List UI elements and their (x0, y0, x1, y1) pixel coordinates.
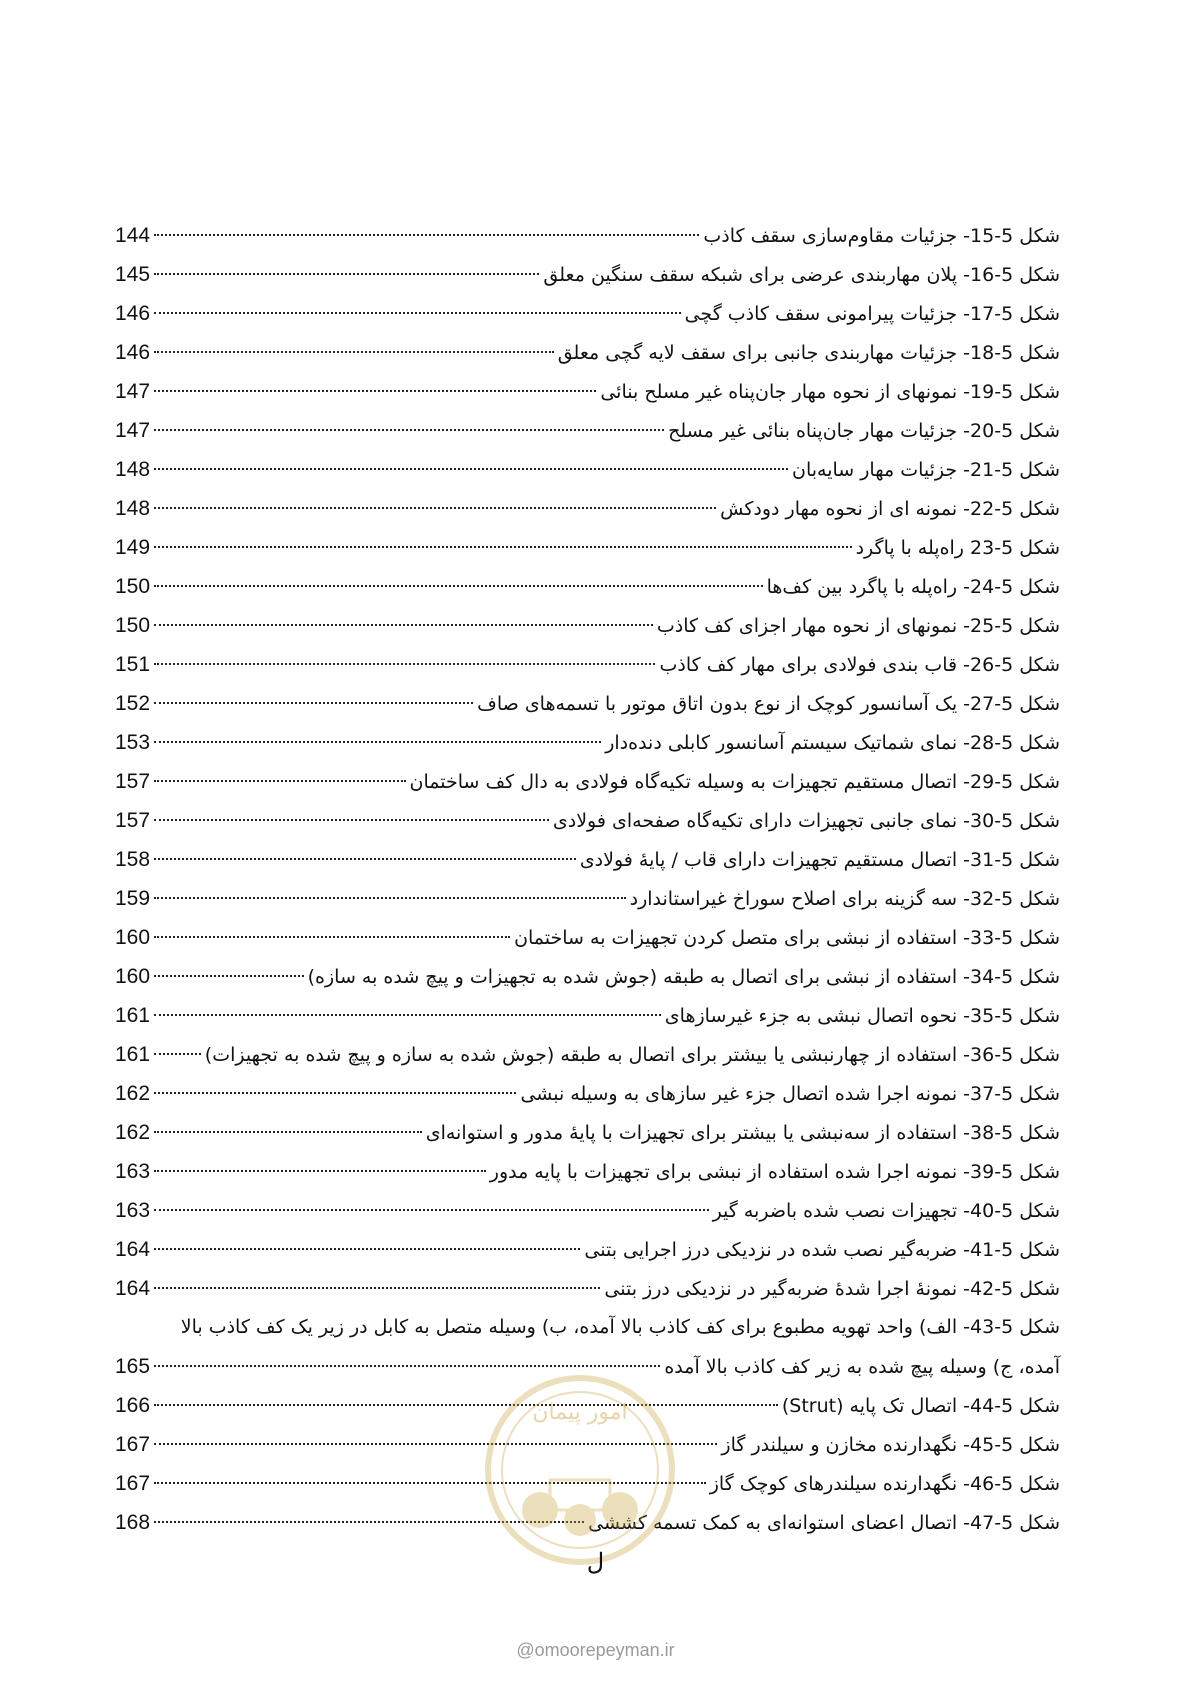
toc-entry (115, 528, 1060, 567)
toc-entry-label: شکل 5-27- یک آسانسور کوچک از نوع بدون اتاق موتور با تسمه‌های صاف (477, 693, 1060, 715)
toc-entry (115, 606, 1060, 645)
toc-entry-label: شکل 5-33- استفاده از نبشی برای متصل کردن تجهیزات به ساختمان (514, 927, 1060, 949)
toc-entry-label: شکل 5-22- نمونه ای از نحوه مهار دودکش (720, 498, 1060, 520)
toc-entry-page: 146 (115, 302, 151, 325)
toc-entry (115, 411, 1060, 450)
leader-dots (154, 975, 304, 977)
toc-entry-page: 164 (115, 1238, 151, 1261)
toc-entry-label: شکل 5-37- نمونه اجرا شده اتصال جزء غیر سازهای به وسیله نبشی (520, 1083, 1060, 1105)
page-letter: ل (586, 1548, 605, 1576)
leader-dots (154, 780, 406, 782)
toc-entry (115, 1191, 1060, 1230)
toc-entry-page: 147 (115, 380, 151, 403)
toc-entry (115, 996, 1060, 1035)
leader-dots (154, 546, 852, 548)
toc-entry-page: 160 (115, 965, 151, 988)
leader-dots (154, 1053, 201, 1055)
toc-entry-page: 146 (115, 341, 151, 364)
toc-entry-label: شکل 5-21- جزئیات مهار سایه‌بان (792, 459, 1060, 481)
toc-entry-label: شکل 5-43- الف) واحد تهویه مطبوع برای کف کاذب بالا آمده، ب) وسیله متصل به کابل در زیر یک کف کاذب بالا (180, 1316, 1060, 1338)
leader-dots (154, 702, 473, 704)
toc-entry-page: 165 (115, 1355, 151, 1378)
leader-dots (154, 1404, 778, 1406)
toc-entry-page: 150 (115, 614, 151, 637)
leader-dots (154, 1287, 600, 1289)
toc-entry (115, 216, 1060, 255)
leader-dots (154, 468, 788, 470)
toc-entry-page: 166 (115, 1394, 151, 1417)
website-watermark: @omoorepeyman.ir (516, 1640, 675, 1660)
toc-entry-page: 145 (115, 263, 151, 286)
toc-entry-page: 161 (115, 1004, 151, 1027)
toc-entry (115, 1269, 1060, 1308)
toc-entry-label: شکل 5-44- اتصال تک پایه (Strut) (781, 1395, 1060, 1417)
toc-entry-label: شکل 5-30- نمای جانبی تجهیزات دارای تکیه‌گاه صفحه‌ای فولادی (552, 810, 1060, 832)
toc-entry-page: 152 (115, 692, 151, 715)
toc-entry (115, 489, 1060, 528)
toc-entry-label: شکل 5-17- جزئیات پیرامونی سقف کاذب گچی (684, 303, 1060, 325)
toc-entry-label: شکل 5-45- نگهدارنده مخازن و سیلندر گاز (721, 1434, 1060, 1456)
toc-entry-label: شکل 5-34- استفاده از نبشی برای اتصال به طبقه (جوش شده به تجهیزات و پیچ شده به سازه) (307, 966, 1060, 988)
toc-entry-label: شکل 5-18- جزئیات مهاربندی جانبی برای سقف لایه گچی معلق (557, 342, 1060, 364)
toc-entry (115, 1230, 1060, 1269)
toc-entry-label: شکل 5-25- نمونهای از نحوه مهار اجزای کف کاذب (656, 615, 1060, 637)
toc-entry-page: 158 (115, 848, 151, 871)
toc-entry-page: 162 (115, 1121, 151, 1144)
toc-entry-page: 144 (115, 224, 151, 247)
toc-entry (115, 879, 1060, 918)
toc-entry (115, 1035, 1060, 1074)
leader-dots (154, 897, 626, 899)
leader-dots (154, 1365, 660, 1367)
toc-entry (115, 1074, 1060, 1113)
toc-entry (115, 957, 1060, 996)
toc-entry-page: 167 (115, 1433, 151, 1456)
toc-entry-label: شکل 5-26- قاب بندی فولادی برای مهار کف کاذب (659, 654, 1060, 676)
leader-dots (154, 1209, 709, 1211)
toc-entry-page: 162 (115, 1082, 151, 1105)
leader-dots (154, 1014, 661, 1016)
leader-dots (154, 819, 549, 821)
toc-entry-multiline (115, 1308, 1060, 1347)
toc-entry-page: 164 (115, 1277, 151, 1300)
toc-entry-label: شکل 5-23 راه‌پله با پاگرد (855, 537, 1060, 559)
toc-entry-label: شکل 5-35- نحوه اتصال نبشی به جزء غیرسازهای (664, 1005, 1060, 1027)
toc-entry-page: 160 (115, 926, 151, 949)
toc-entry-label: شکل 5-20- جزئیات مهار جان‌پناه بنائی غیر مسلح (668, 420, 1060, 442)
leader-dots (154, 273, 539, 275)
toc-entry-page: 168 (115, 1511, 151, 1534)
toc-entry-page: 148 (115, 497, 151, 520)
toc-entry-label: شکل 5-19- نمونهای از نحوه مهار جان‌پناه غیر مسلح بنائی (600, 381, 1060, 403)
toc-entry-label: شکل 5-31- اتصال مستقیم تجهیزات دارای قاب / پایهٔ فولادی (579, 849, 1060, 871)
toc-entry-page: 147 (115, 419, 151, 442)
toc-entry (115, 684, 1060, 723)
toc-entry-page: 167 (115, 1472, 151, 1495)
toc-entry-label: شکل 5-40- تجهیزات نصب شده باضربه گیر (712, 1200, 1060, 1222)
toc-entry-label: شکل 5-46- نگهدارنده سیلندرهای کوچک گاز (709, 1473, 1060, 1495)
leader-dots (154, 624, 653, 626)
toc-entry-label: شکل 5-36- استفاده از چهارنبشی یا بیشتر برای اتصال به طبقه (جوش شده به سازه و پیچ شده به تجهیزات) (204, 1044, 1060, 1066)
leader-dots (154, 585, 763, 587)
toc-entry-page: 157 (115, 809, 151, 832)
toc-entry (115, 255, 1060, 294)
leader-dots (154, 1248, 580, 1250)
toc-entry-label: شکل 5-41- ضربه‌گیر نصب شده در نزدیکی درز اجرایی بتنی (584, 1239, 1060, 1261)
toc-entry-page: 161 (115, 1043, 151, 1066)
leader-dots (154, 663, 655, 665)
toc-entry (115, 567, 1060, 606)
toc-entry (115, 762, 1060, 801)
toc-entry (115, 372, 1060, 411)
leader-dots (154, 1092, 516, 1094)
leader-dots (154, 234, 699, 236)
toc-entry-page: 149 (115, 536, 151, 559)
toc-entry-label: شکل 5-24- راه‌پله با پاگرد بین کف‌ها (766, 576, 1060, 598)
toc-entry-page: 148 (115, 458, 151, 481)
toc-entry-label: شکل 5-29- اتصال مستقیم تجهیزات به وسیله تکیه‌گاه فولادی به دال کف ساختمان (409, 771, 1060, 793)
toc-entry-label: شکل 5-16- پلان مهاربندی عرضی برای شبکه سقف سنگین معلق (543, 264, 1060, 286)
toc-entry (115, 294, 1060, 333)
toc-entry-label: شکل 5-42- نمونهٔ اجرا شدهٔ ضربه‌گیر در نزدیکی درز بتنی (604, 1278, 1060, 1300)
toc-entry-label: شکل 5-28- نمای شماتیک سیستم آسانسور کابلی دنده‌دار (605, 732, 1060, 754)
leader-dots (154, 741, 601, 743)
leader-dots (154, 390, 596, 392)
toc-entry (115, 801, 1060, 840)
toc-entry (115, 723, 1060, 762)
toc-entry-page: 163 (115, 1199, 151, 1222)
toc-entry-page: 159 (115, 887, 151, 910)
toc-entry (115, 450, 1060, 489)
leader-dots (154, 936, 510, 938)
leader-dots (154, 507, 716, 509)
table-of-figures (115, 216, 1060, 1542)
toc-entry (115, 840, 1060, 879)
toc-entry (115, 1152, 1060, 1191)
toc-entry-page: 151 (115, 653, 151, 676)
toc-entry (115, 333, 1060, 372)
toc-entry-label: شکل 5-39- نمونه اجرا شده استفاده از نبشی برای تجهیزات با پایه مدور (489, 1161, 1060, 1183)
leader-dots (154, 312, 681, 314)
leader-dots (154, 1170, 486, 1172)
toc-entry-page: 153 (115, 731, 151, 754)
toc-entry-label: آمده، ج) وسیله پیچ شده به زیر کف کاذب بالا آمده (664, 1356, 1060, 1378)
toc-entry-page: 150 (115, 575, 151, 598)
toc-entry-page: 163 (115, 1160, 151, 1183)
toc-entry-label: شکل 5-38- استفاده از سه‌نبشی یا بیشتر برای تجهیزات با پایهٔ مدور و استوانه‌ای (425, 1122, 1060, 1144)
toc-entry-label: شکل 5-15- جزئیات مقاوم‌سازی سقف کاذب (703, 225, 1060, 247)
toc-entry (115, 1113, 1060, 1152)
leader-dots (154, 429, 664, 431)
toc-entry (115, 645, 1060, 684)
leader-dots (154, 858, 576, 860)
watermark-text: امور پیمان (532, 1400, 628, 1425)
toc-entry-label: شکل 5-47- اتصال اعضای استوانه‌ای به کمک تسمه کششی (588, 1512, 1060, 1534)
toc-entry-label: شکل 5-32- سه گزینه برای اصلاح سوراخ غیراستاندارد (629, 888, 1060, 910)
leader-dots (154, 351, 554, 353)
leader-dots (154, 1131, 422, 1133)
toc-entry-page: 157 (115, 770, 151, 793)
toc-entry (115, 918, 1060, 957)
